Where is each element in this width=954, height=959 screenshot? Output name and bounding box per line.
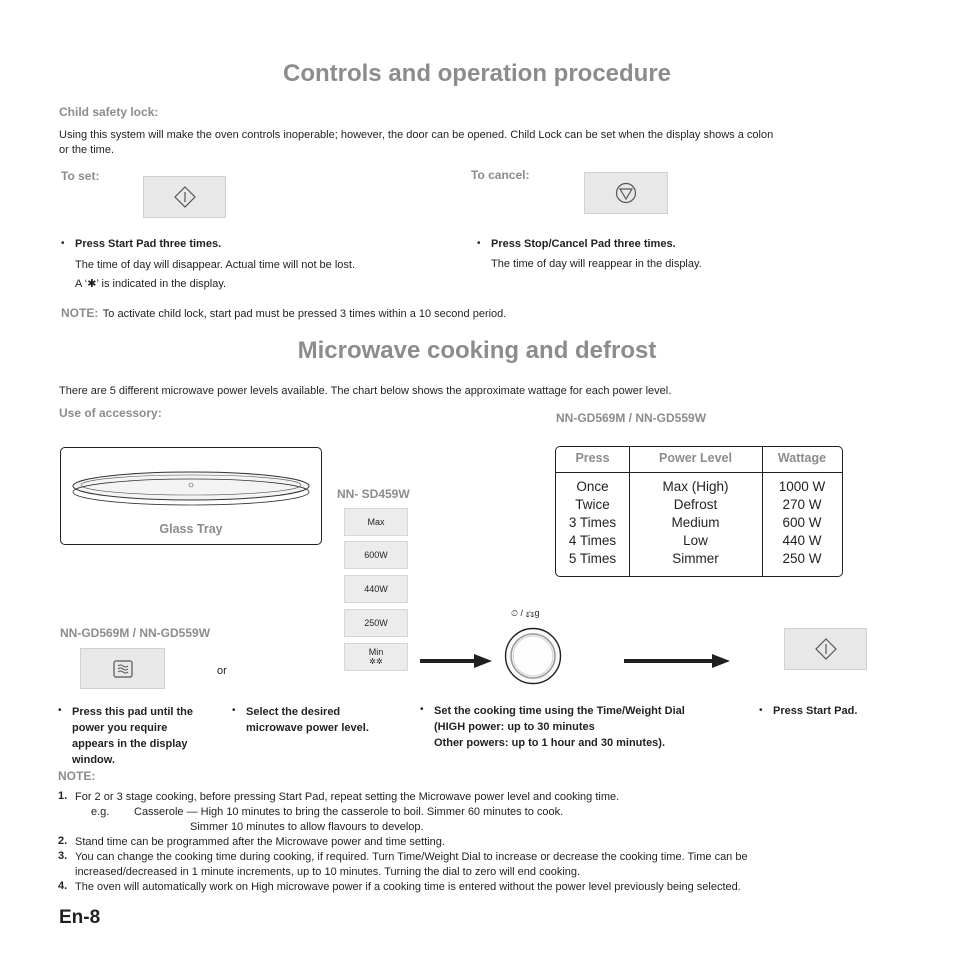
accessory-heading: Use of accessory: [59, 406, 162, 420]
note-1-number: 1. [58, 790, 68, 802]
table-cell: 440 W [782, 533, 822, 548]
section-title-microwave: Microwave cooking and defrost [297, 337, 657, 364]
start-pad-button-step4[interactable] [784, 628, 867, 670]
table-cell: 3 Times [568, 515, 617, 530]
time-weight-dial-label: ⏲ / ⚖g [511, 608, 540, 618]
step3-line: Other powers: up to 1 hour and 30 minutes). [434, 737, 666, 749]
table-cell: 600 W [782, 515, 822, 530]
child-lock-intro-line2: or the time. [59, 144, 115, 156]
stop-cancel-pad-button[interactable] [584, 172, 668, 214]
table-cell: Low [683, 533, 708, 548]
set-bullet-line2: A ‘✱’ is indicated in the display. [75, 278, 227, 290]
note-1-line2: Casserole — High 10 minutes to bring the casserole to boil. Simmer 60 minutes to cook. [134, 806, 564, 818]
section-title-controls: Controls and operation procedure [282, 60, 672, 87]
step4-line: Press Start Pad. [773, 705, 858, 717]
arrow-right-icon [624, 654, 730, 668]
time-weight-dial[interactable] [504, 627, 562, 685]
child-lock-heading: Child safety lock: [59, 105, 159, 119]
or-label: or [217, 665, 227, 677]
table-cell: 5 Times [568, 551, 617, 566]
microwave-icon [113, 660, 133, 678]
wattage-column [762, 447, 842, 576]
model-label-gd-top: NN-GD569M / NN-GD559W [556, 411, 707, 425]
table-cell: 270 W [782, 497, 822, 512]
step2-line: microwave power level. [246, 722, 369, 734]
page-number: En-8 [59, 907, 101, 928]
glass-tray-panel [60, 447, 322, 545]
start-icon [815, 638, 837, 660]
child-lock-note [61, 304, 506, 322]
start-pad-button[interactable] [143, 176, 226, 218]
set-bullet-title: Press Start Pad three times. [75, 238, 222, 250]
table-cell: 250 W [782, 551, 822, 566]
table-cell: Twice [575, 497, 610, 512]
note-3-line1: You can change the cooking time during cooking, if required. Turn Time/Weight Dial to increase or decrease the cooking time. Time can be [75, 851, 748, 863]
press-column [556, 447, 630, 576]
model-label-gd-bottom: NN-GD569M / NN-GD559W [60, 626, 211, 640]
table-cell: Simmer [672, 551, 719, 566]
table-header-press: Press [556, 447, 629, 473]
snowflake-icon: ✲✲ [369, 657, 383, 666]
note-4-number: 4. [58, 880, 68, 892]
step1-line: Press this pad until the [72, 706, 194, 718]
cancel-bullet-title: Press Stop/Cancel Pad three times. [491, 238, 676, 250]
step2-line: Select the desired [246, 706, 341, 718]
table-cell: 4 Times [568, 533, 617, 548]
table-header-wattage: Wattage [762, 447, 842, 473]
start-icon [174, 186, 196, 208]
glass-tray-illustration [69, 468, 313, 508]
note-1-eg: e.g. [91, 806, 110, 818]
note-text: To activate child lock, start pad must be pressed 3 times within a 10 second period. [102, 308, 507, 320]
note-2-number: 2. [58, 835, 68, 847]
notes-heading: NOTE: [58, 769, 96, 783]
glass-tray-label: Glass Tray [159, 522, 223, 536]
stop-icon [615, 182, 637, 204]
min-power-button[interactable] [344, 643, 408, 671]
arrow-right-icon [420, 654, 492, 668]
cancel-bullet-line1: The time of day will reappear in the display. [491, 258, 702, 270]
table-cell: Once [576, 479, 609, 494]
step1-line: power you require [72, 722, 168, 734]
note-1-line3: Simmer 10 minutes to allow flavours to develop. [190, 821, 424, 833]
table-cell: 1000 W [778, 479, 826, 494]
step1-line: window. [72, 754, 115, 766]
max-power-button[interactable]: Max [344, 508, 408, 536]
600w-power-button[interactable]: 600W [344, 541, 408, 569]
to-cancel-label: To cancel: [471, 168, 530, 182]
power-level-table [555, 446, 843, 577]
step3-line: (HIGH power: up to 30 minutes [434, 721, 595, 733]
step1-line: appears in the display [72, 738, 188, 750]
set-bullet-line1: The time of day will disappear. Actual time will not be lost. [75, 259, 356, 271]
table-cell: Max (High) [662, 479, 729, 494]
note-3-line2: increased/decreased in 1 minute increments, up to 10 minutes. Turning the dial to zero will end cooking. [75, 866, 581, 878]
note-1-line1: For 2 or 3 stage cooking, before pressing Start Pad, repeat setting the Microwave power level and cooking time. [75, 791, 620, 803]
note-3-number: 3. [58, 850, 68, 862]
to-set-label: To set: [61, 169, 100, 183]
440w-power-button[interactable]: 440W [344, 575, 408, 603]
min-label: Min [368, 647, 384, 657]
model-label-sd: NN- SD459W [337, 487, 410, 501]
step3-line: Set the cooking time using the Time/Weight Dial [434, 705, 685, 717]
table-header-power-level: Power Level [629, 447, 762, 473]
note-label: NOTE: [61, 306, 99, 320]
250w-power-button[interactable]: 250W [344, 609, 408, 637]
table-cell: Defrost [673, 497, 718, 512]
note-4-line1: The oven will automatically work on High microwave power if a cooking time is entered without the power level previously being selected. [75, 881, 741, 893]
note-2-line1: Stand time can be programmed after the Microwave power and time setting. [75, 836, 445, 848]
child-lock-intro-line1: Using this system will make the oven controls inoperable; however, the door can be opened. Child Lock can be set when the display shows a colon [59, 129, 774, 141]
power-levels-intro: There are 5 different microwave power levels available. The chart below shows the approximate wattage for each power level. [59, 385, 672, 397]
power-level-column [629, 447, 763, 576]
microwave-pad-button[interactable] [80, 648, 165, 689]
table-cell: Medium [671, 515, 720, 530]
